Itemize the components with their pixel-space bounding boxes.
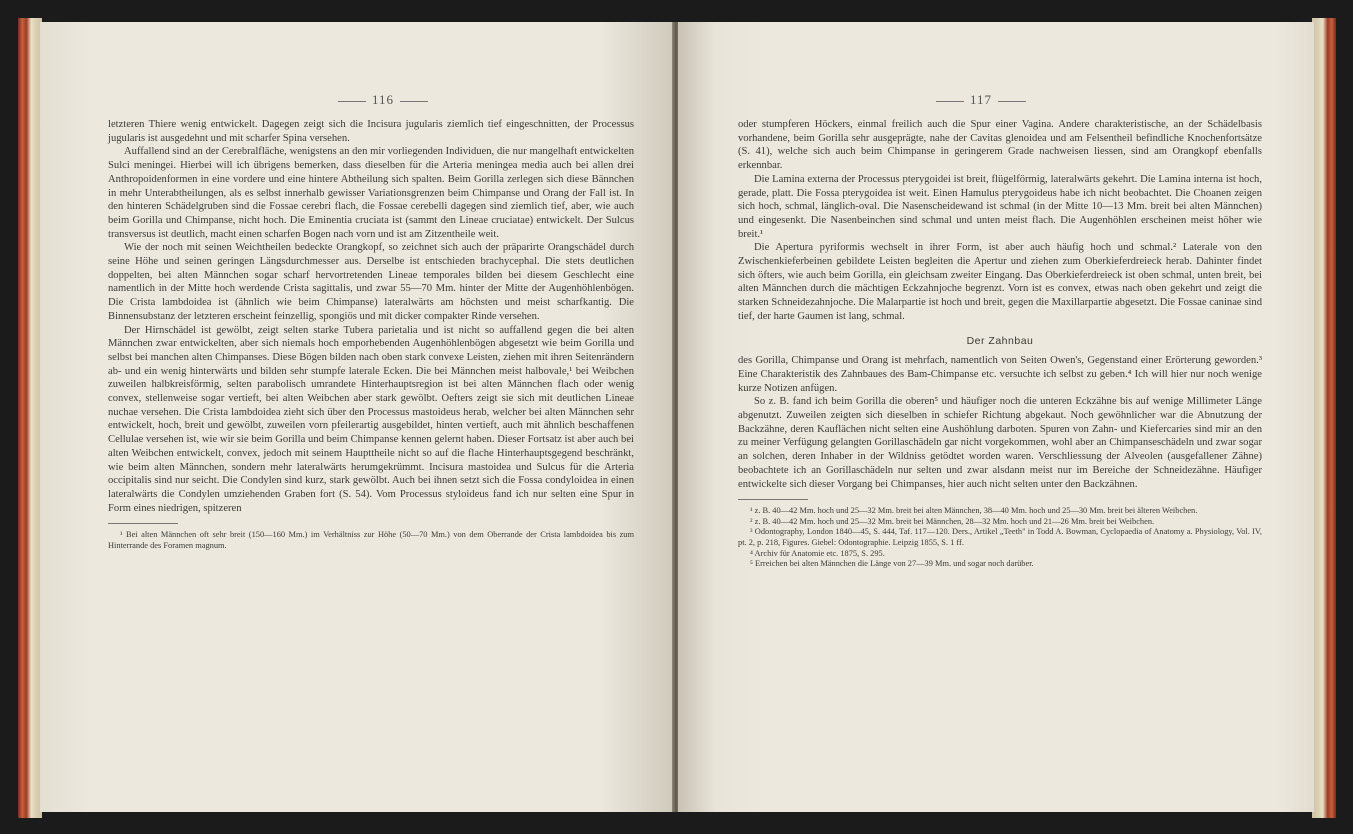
page-number-left: 116 <box>332 92 434 108</box>
footnote: ⁵ Erreichen bei alten Männchen die Länge von 27—39 Mm. und sogar noch darüber. <box>750 559 1034 569</box>
paragraph: des Gorilla, Chimpanse und Orang ist mehrfach, namentlich von Seiten Owen's, Gegenstand einer Erörterung geworden.³ Eine Charakteristik des Zahnbaues des Bam-Chimpanse etc. versuchte ich selbst zu geben.⁴ Ich will hier nur noch wenige kurze Notizen anfügen. <box>738 355 1262 394</box>
footnote-rule <box>108 523 178 524</box>
paragraph: oder stumpferen Höckers, einmal freilich auch die Spur einer Vagina. Andere charakteristische, an der Schädelbasis vorhandene, beim Gorilla sehr ausgeprägte, nahe der Cavitas glenoidea und am Felsentheil befindliche Knochenfortsätze (S. 41), welche sich auch beim Chimpanse in geringerem Grade nachweisen liessen, sind am Orangkopf ebenfalls erkennbar. <box>738 119 1262 172</box>
section-heading: Der Zahnbau <box>966 334 1034 347</box>
page-number-right: 117 <box>930 92 1032 108</box>
right-body-text <box>738 118 1262 570</box>
footnote: ⁴ Archiv für Anatomie etc. 1875, S. 295. <box>750 548 885 558</box>
paragraph: So z. B. fand ich beim Gorilla die oberen⁵ und häufiger noch die unteren Eckzähne bis auf wenige Millimeter Länge abgenutzt. Zuweilen zeigten sich dieselben in schiefer Richtung abgekaut. Noch gewöhnlicher war die Abnutzung der Backzähne, deren Kauflächen nicht selten eine Aushöhlung darboten. Spuren von Zahn- und Kiefercaries sind mir an den zu meiner Verfügung gelangten Gorillaschädeln gar nicht vorgekommen, wohl aber an Chimpanseschädeln und zwar sogar an solchen, deren Inhaber in der Wildniss getödtet worden waren. Verschliessung der Alveolen (ausgefallener Zähne) beobachtete ich an Gorillaschädeln nur selten und zwar alsdann meist nur im Bereiche der Schneidezähne. Häufiger entwickelte sich dieser Vorgang bei Chimpanses, hier auch nicht selten unter den Backzähnen. <box>738 396 1262 490</box>
footnote: ¹ z. B. 40—42 Mm. hoch und 25—32 Mm. breit bei alten Männchen, 38—40 Mm. hoch und 25—30 Mm. breit bei älteren Weibchen. <box>750 506 1198 516</box>
footnotes-left <box>108 530 634 551</box>
paragraph: Die Apertura pyriformis wechselt in ihrer Form, ist aber auch häufig hoch und schmal.² Laterale von den Zwischenkieferbeinen gebildete Leisten begleiten die Apertur und ziehen zum Oberkieferdreieck herab. Dahinter findet sich öfters, wie auch beim Gorilla, ein gleichsam zweiter Eingang. Das Oberkieferdreieck ist oben schmal, unten breit, bei alten Männchen durch die mächtigen Eckzahnjoche begrenzt. Vorn ist es convex, etwas nach oben gekehrt und zeigt die starken Schneidezahnjoche. Die Malarpartie ist hoch und breit, gegen die Maxillarpartie abgesetzt. Die Fossae caninae sind tief, der harte Gaumen ist lang, schmal. <box>738 242 1262 322</box>
paragraph: Auffallend sind an der Cerebralfläche, wenigstens an den mir vorliegenden Individuen, die nur mangelhaft entwickelten Sulci meningei. Hierbei will ich übrigens bemerken, dass dieselben für die Arteria meningea media auch bei allen drei Anthropoidenformen in eine vordere und eine hintere Abtheilung sich spalten. Beim Gorilla zerlegen sich diese Bännchen in mehr Unterabtheilungen, als es selbst innerhalb gewisser Variationsgrenzen beim Chimpanse und Orang der Fall ist. In den hinteren Schädelgruben sind die Fossae cerebri flach, die Fossae cerebelli dagegen sind ziemlich tief, aber, wie auch beim Gorilla und Chimpanse, nicht hoch. Die Eminentia cruciata ist (sammt den Lineae cruciatae) entwickelt. Der Sulcus transversus ist deutlich, macht einen scharfen Bogen nach vorn und ist am Zitzentheile weit. <box>108 146 634 240</box>
footnote-rule <box>738 499 808 500</box>
footnotes-right <box>738 506 1262 570</box>
book-edge-right <box>1312 18 1336 818</box>
book-edge-left <box>18 18 42 818</box>
right-page <box>678 22 1314 812</box>
left-page <box>40 22 676 812</box>
footnote: ³ Odontography, London 1840—45, S. 444, Taf. 117—120. Ders., Artikel „Teeth" in Todd A. Bowman, Cyclopaedia of Anatomy a. Physiology, Vol. IV, pt. 2, p. 218, Figures. Giebel: Odontographie. Leipzig 1855, S. 1 ff. <box>738 527 1262 548</box>
footnote: ¹ Bei alten Männchen oft sehr breit (150—160 Mm.) im Verhältniss zur Höhe (50—70 Mm.) von dem Oberrande der Crista lambdoidea bis zum Hinterrande des Foramen magnum. <box>108 530 634 550</box>
footnote: ² z. B. 40—42 Mm. hoch und 25—32 Mm. breit bei Männchen, 28—32 Mm. hoch und 21—26 Mm. breit bei Weibchen. <box>750 516 1155 526</box>
paragraph: letzteren Thiere wenig entwickelt. Dagegen zeigt sich die Incisura jugularis ziemlich tief eingeschnitten, der Processus jugularis ist ausgedehnt und mit scharfer Spina versehen. <box>108 119 634 144</box>
left-body-text <box>108 118 634 552</box>
paragraph: Wie der noch mit seinen Weichtheilen bedeckte Orangkopf, so zeichnet sich auch der präparirte Orangschädel durch seine Höhe und seinen geringen Längsdurchmesser aus. Derselbe ist entschieden brachycephal. Die stets deutlichen doppelten, bei alten Männchen sogar scharf hervortretenden Lineae temporales bilden bei diesem Geschlecht eine namentlich in der Mitte hoch werdende Crista sagittalis, und zwar 55—70 Mm. hinter der Mitte der Augenhöhlenbögen. Die Crista lambdoidea ist (ähnlich wie beim Chimpanse) lateralwärts am höchsten und meist scharfkantig. Die Binnensubstanz der letzteren erscheint feinzellig, spongiös und mit dicker compakter Rinde versehen. <box>108 242 634 322</box>
paragraph: Der Hirnschädel ist gewölbt, zeigt selten starke Tubera parietalia und ist nicht so auffallend gegen die bei alten Männchen zwar entwickelten, aber sich niemals hoch emporhebenden Augenhöhlenbögen abgesetzt wie beim Gorilla und selbst bei manchen alten Chimpanses. Diese Bögen bilden nach oben stark convexe Leisten, ziehen mit ihren Seitenrändern ab- und ein wenig hinterwärts und bilden sehr stumpfe laterale Ecken. Die bei Männchen meist halbovale,¹ bei Weibchen zuweilen halbkreisförmig, selten parabolisch umrandete Hinterhauptsregion ist bei alten Männchen flach oder wenig convex, stellenweise sogar vertieft, bei alten Weibchen aber stark gewölbt. Oefters zeigt sie sich mit deutlichen Lineae nuchae versehen. Die Crista lambdoidea zieht sich über den Processus mastoideus herab, welcher bei alten Männchen sehr entwickelt, hoch, breit und gewölbt, zuweilen vorn pfeilerartig ausgebildet, hinten vertieft, auch mit ähnlich beschaffenen Cellulae versehen ist, wie wir sie beim Gorilla und beim Chimpanse kennen gelernt haben. Dieser Fortsatz ist aber auch bei alten Weibchen entwickelt, convex, jedoch mit seinem Haupttheile nicht so auf die flache Hinterhauptsgegend beschränkt, wie beim alten Männchen, sondern mehr lateralwärts herumgekrümmt. Incisura mastoidea und Sulcus für die Arteria occipitalis sind nur seicht. Die Condylen sind kurz, stark gewölbt. Auch bei ihnen setzt sich die Fossa condyloidea in einen lateralwärts die Condylen umziehenden Graben fort (S. 54). Vom Processus styloideus fand ich nur selten eine Spur in Form eines niedrigen, spitzeren <box>108 324 634 514</box>
paragraph: Die Lamina externa der Processus pterygoidei ist breit, flügelförmig, lateralwärts gekehrt. Die Lamina interna ist hoch, gerade, platt. Die Fossa pterygoidea ist weit. Einen Hamulus pterygoideus habe ich nicht beobachtet. Die Choanen zeigen sich hoch, schmal, länglich-oval. Die Nasenscheidewand ist schmal (in der Mitte 10—13 Mm. breit bei alten Männchen) und eingesenkt. Die Nasenbeinchen sind schmal und unten meist flach. Die Augenhöhlen erscheinen meist höher wie breit.¹ <box>738 173 1262 240</box>
